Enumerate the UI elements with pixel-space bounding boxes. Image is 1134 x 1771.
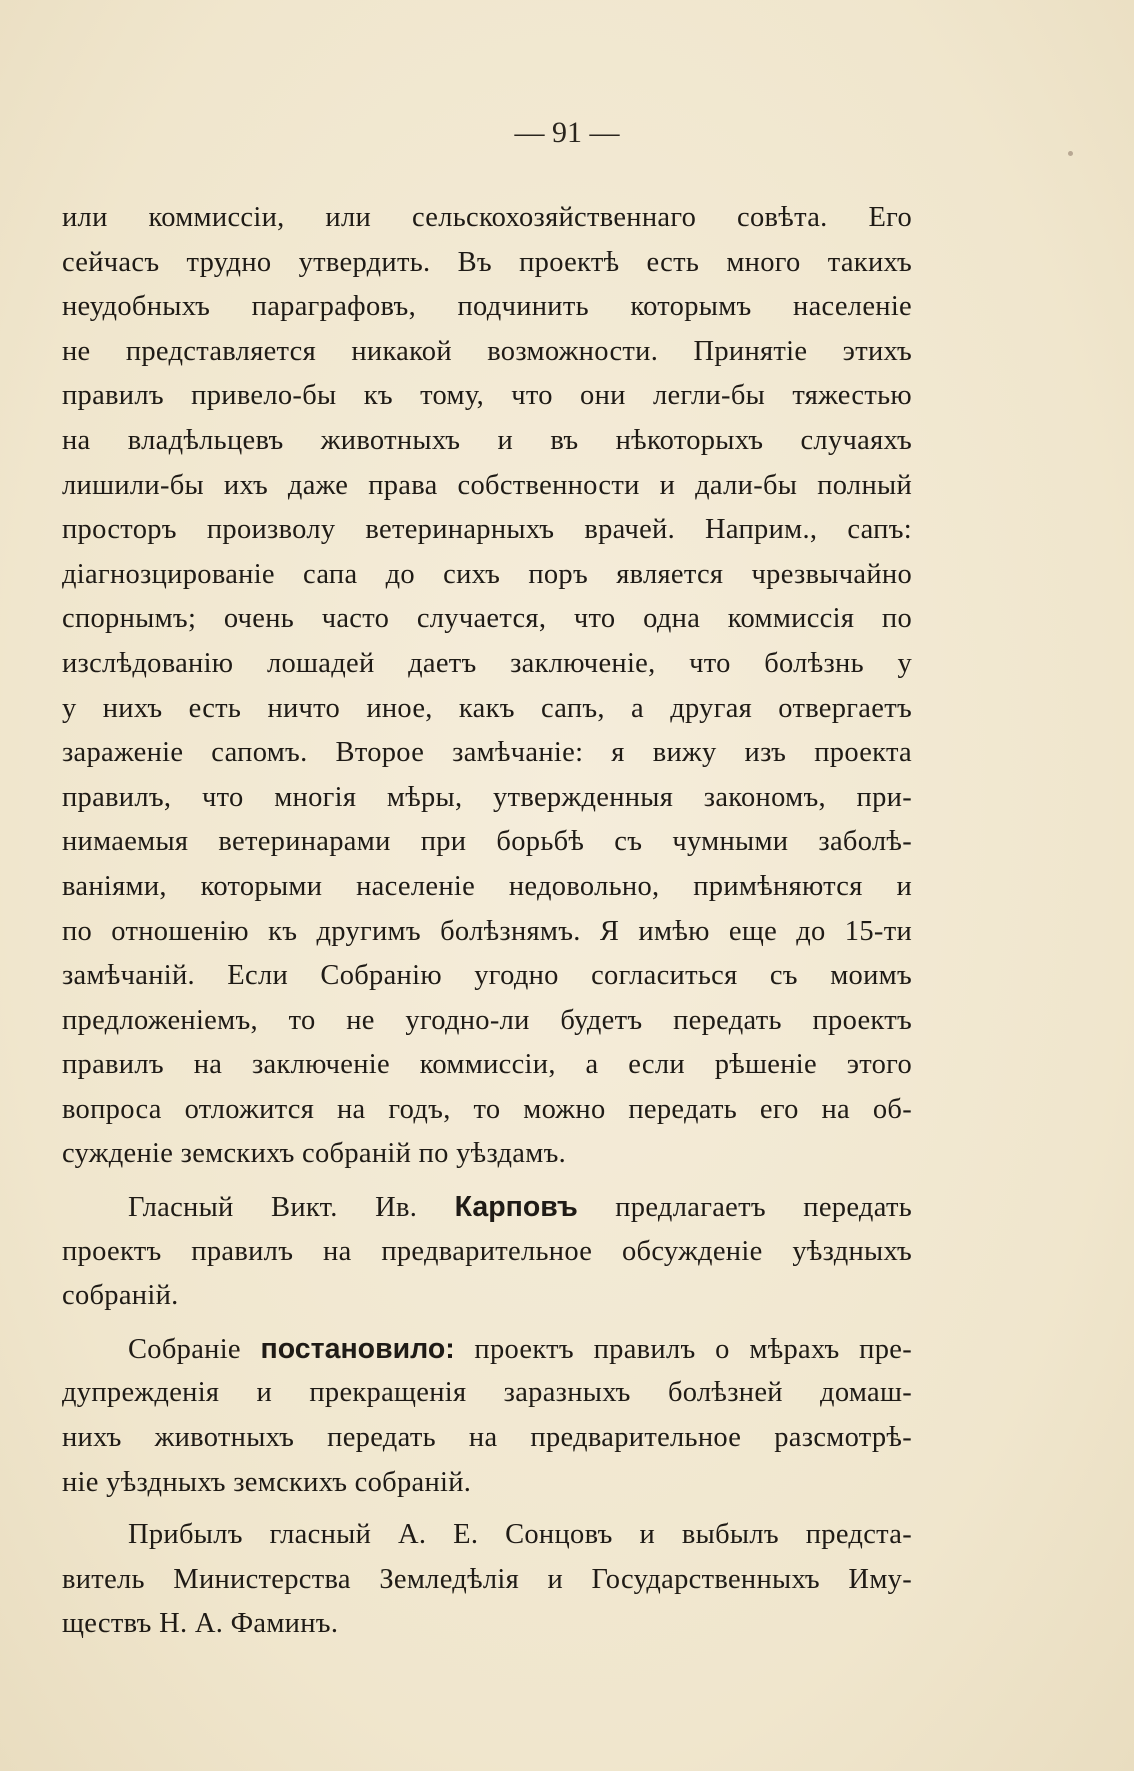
text-line: сейчасъ трудно утвердить. Въ проектѣ есть много такихъ [62,246,912,278]
text-line: предложеніемъ, то не угодно-ли будетъ передать проектъ [62,1004,912,1036]
text-line: собраній. [62,1280,179,1312]
text-line: діагнозцированіе сапа до сихъ поръ является чрезвычайно [62,558,912,590]
text-line: витель Министерства Земледѣлія и Государственныхъ Иму- [62,1563,912,1595]
text-run: Собраніе [128,1333,261,1365]
text-line: нихъ животныхъ передать на предварительное разсмотрѣ- [62,1422,912,1454]
paragraph-2 [62,1185,912,1319]
text-line: изслѣдованію лошадей даетъ заключеніе, что болѣзнь у [62,647,912,679]
paragraph-1 [62,196,912,1177]
page-body [62,196,912,1647]
text-line: правилъ привело-бы къ тому, что они легли-бы тяжестью [62,380,912,412]
paragraph-4 [62,1513,912,1647]
text-line: у нихъ есть ничто иное, какъ сапъ, а другая отвергаетъ [62,692,912,724]
page-number: — 91 — [514,116,620,149]
text-line: нимаемыя ветеринарами при борьбѣ съ чумными заболѣ- [62,826,912,858]
text-run: проектъ правилъ о мѣрахъ пре- [454,1333,912,1365]
text-line-first [62,1185,912,1230]
text-run: Гласный Викт. Ив. [128,1192,455,1224]
text-line-first [62,1327,912,1372]
text-line: вопроса отложится на годъ, то можно передать его на об- [62,1093,912,1125]
speaker-name: Карповъ [454,1191,578,1224]
text-line: неудобныхъ параграфовъ, подчинить которымъ населеніе [62,291,912,323]
text-line: сужденіе земскихъ собраній по уѣздамъ. [62,1138,567,1170]
text-line: спорнымъ; очень часто случается, что одна коммиссія по [62,603,912,635]
text-line: или коммиссіи, или сельскохозяйственнаго совѣта. Его [62,202,912,233]
text-line: дупрежденія и прекращенія заразныхъ болѣзней домаш- [62,1377,912,1409]
text-line: по отношенію къ другимъ болѣзнямъ. Я имѣю еще до 15-ти [62,915,912,947]
text-line: не представляется никакой возможности. Принятіе этихъ [62,335,912,367]
text-line: ваніями, которыми населеніе недовольно, примѣняются и [62,870,912,902]
text-line: просторъ произволу ветеринарныхъ врачей. Наприм., сапъ: [62,514,912,546]
text-line: правилъ, что многія мѣры, утвержденныя закономъ, при- [62,781,912,813]
paragraph-3 [62,1327,912,1505]
text-line: ніе уѣздныхъ земскихъ собраній. [62,1466,472,1498]
paper-speck [1068,151,1073,156]
text-line: правилъ на заключеніе коммиссіи, а если рѣшеніе этого [62,1049,912,1081]
resolution-label: постановило: [260,1332,455,1365]
text-run: предлагаетъ передать [577,1192,912,1224]
text-line: ществъ Н. А. Фаминъ. [62,1608,339,1640]
text-line: проектъ правилъ на предварительное обсужденіе уѣздныхъ [62,1235,912,1267]
text-line: на владѣльцевъ животныхъ и въ нѣкоторыхъ случаяхъ [62,424,912,456]
text-line: зараженіе сапомъ. Второе замѣчаніе: я вижу изъ проекта [62,737,912,769]
text-line: лишили-бы ихъ даже права собственности и дали-бы полный [62,469,912,501]
text-line: замѣчаній. Если Собранію угодно согласиться съ моимъ [62,960,912,992]
text-line-first: Прибылъ гласный А. Е. Сонцовъ и выбылъ предста- [128,1519,912,1551]
